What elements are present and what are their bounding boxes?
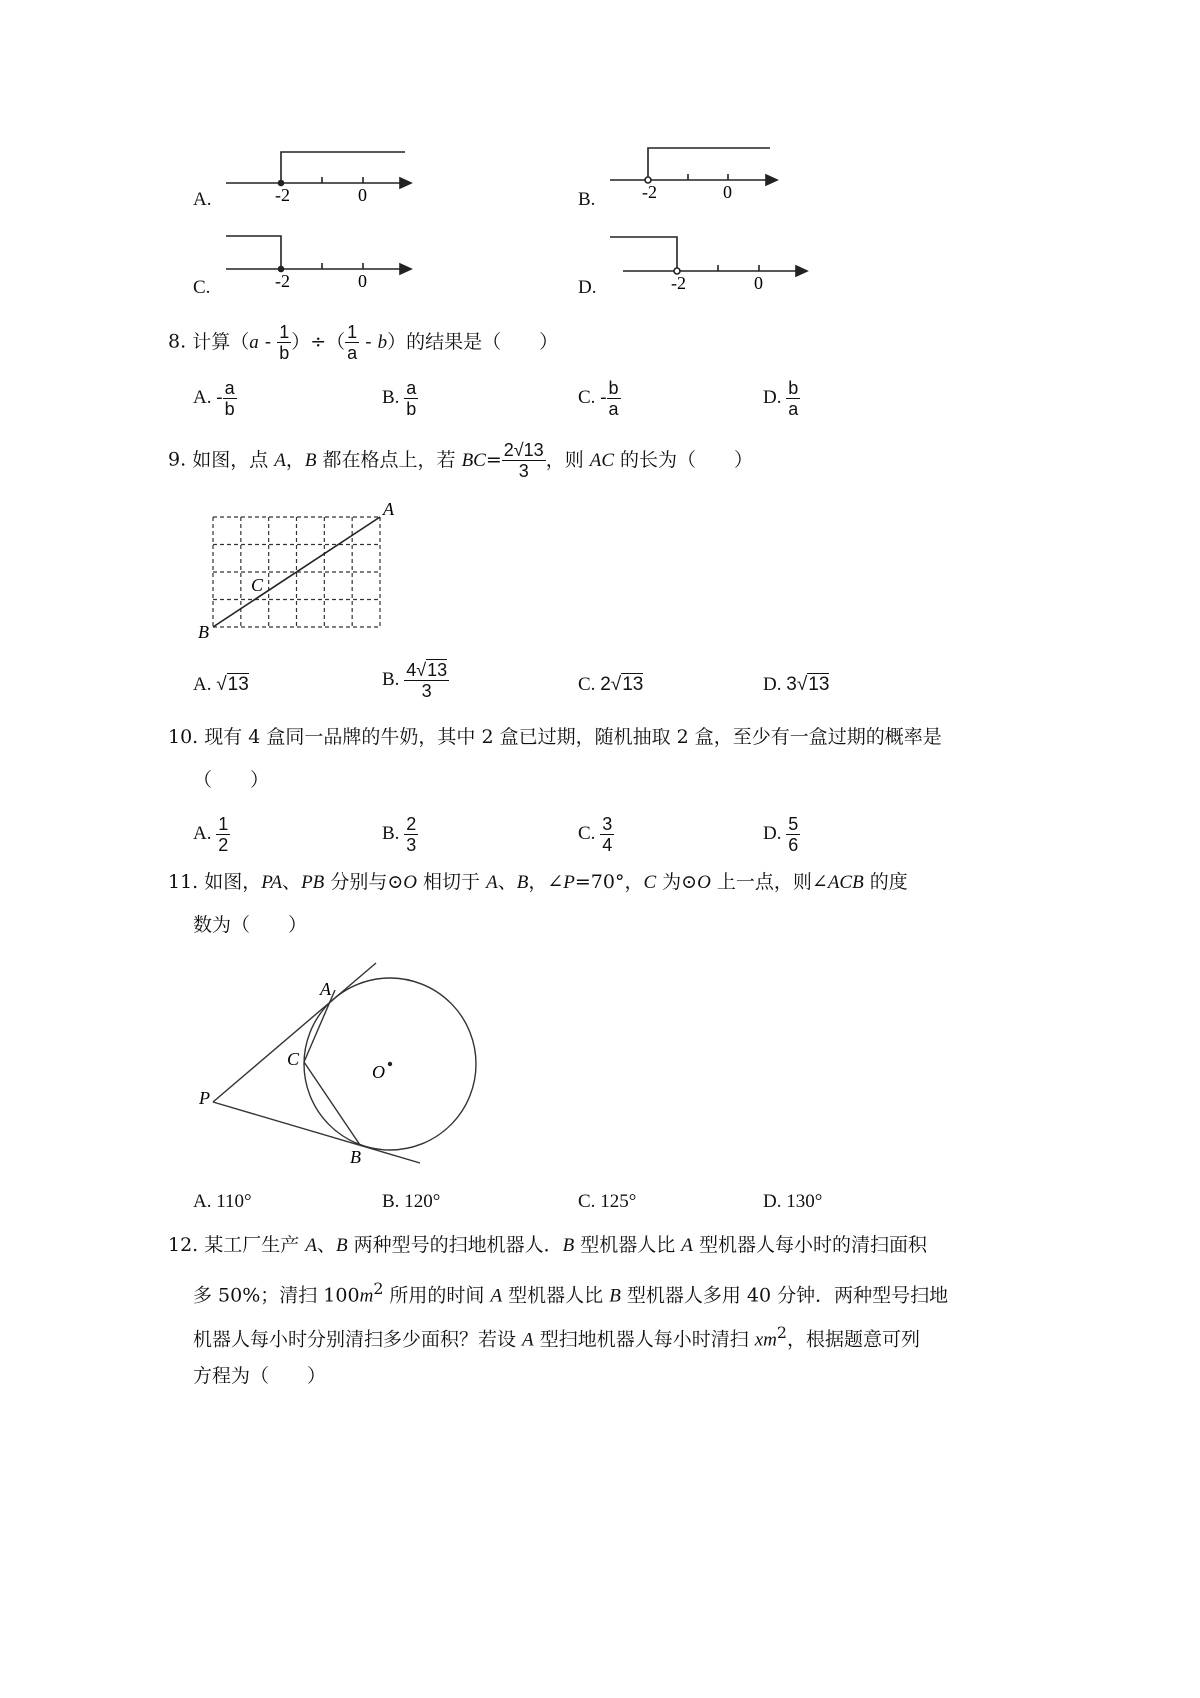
radicand: 13 [808,674,830,695]
text-segment: 的度 [863,871,908,893]
fraction: $\frac{1}{b}$ [279,322,290,363]
option-label: A. [193,822,212,844]
coefficient: 2 [600,674,611,695]
text-segment: B [335,1235,348,1256]
text-segment: 所用的时间 [383,1284,491,1307]
chord-cb [304,1062,360,1145]
option-label: C. [578,822,596,844]
text-segment: 两种型号的扫地机器人． [347,1234,563,1256]
option-label: B. [382,822,400,844]
q7-option-d-label: D. [578,277,597,298]
text-segment: O [697,872,711,893]
tangent-pa [213,963,376,1102]
tick-label: 0 [358,271,367,291]
denominator: 3 [406,835,417,855]
text-segment: =70°， [574,871,644,893]
q12-stem [168,1233,927,1258]
text-segment: 、 [282,871,302,893]
superscript: 2 [776,1323,787,1342]
option-value: 120° [404,1191,441,1212]
center-dot [388,1062,392,1066]
text-segment: A [274,449,286,471]
sign: - [216,386,223,408]
text-segment: 如图，点 [192,448,275,471]
tick-label: 0 [723,182,732,202]
numerator: 3 [602,814,613,834]
option-label: A. [193,674,212,695]
point-label-p: P [199,1088,210,1108]
text-segment: 型机器人比 [574,1234,682,1256]
point-label-c: C [251,575,264,595]
option-value: 110° [216,1191,252,1212]
text-segment: PB [301,872,325,893]
text-segment: 型机器人比 [502,1284,610,1307]
tick-label: 0 [754,273,763,293]
text-segment: 如图， [204,871,262,893]
text-segment: O [403,872,417,893]
radicand: 13 [227,674,249,695]
q12-stem-line2 [193,1277,948,1308]
option-label: A. [193,1191,212,1212]
text-segment: A [522,1329,534,1351]
question-number: 9. [168,448,187,471]
q7-option-c-label: C. [193,277,211,298]
q12-stem-line3 [193,1321,920,1352]
denominator: a [788,399,799,419]
text-segment: ， [285,448,305,471]
text-segment: m [359,1285,374,1307]
tick-label: -2 [671,273,686,293]
text-segment: P [563,872,575,893]
point-label-a: A [320,979,331,999]
text-segment: ）的结果是（ ） [387,330,559,353]
option-label: A. [193,386,212,408]
fraction: $\frac{1}{a}$ [347,322,358,363]
numerator: 5 [788,814,799,834]
numerator: 2 [406,814,417,834]
text-segment: ，∠ [528,871,564,893]
question-number: 12. [168,1234,199,1256]
numerator: a [224,378,235,398]
text-segment: 多 50%；清扫 100 [193,1284,360,1307]
tangent-pb [213,1102,420,1163]
option-label: D. [763,822,782,844]
fraction: $\frac{2√13}{3}$ [503,440,544,481]
text-segment: 某工厂生产 [204,1234,306,1256]
denominator: 4 [602,835,613,855]
denominator: 3 [421,681,432,701]
point-label-o: O [372,1062,385,1082]
superscript: 2 [373,1279,384,1298]
radicand: 13 [622,674,644,695]
radical: 2√13 [600,674,644,695]
numerator: 1 [218,814,229,834]
radical: 3√13 [786,674,830,695]
text-segment: A [681,1235,693,1256]
q11-option-b[interactable] [382,1190,440,1214]
coefficient: 4 [406,660,417,680]
q11-option-a[interactable] [193,1190,252,1214]
tick-label: -2 [275,271,290,291]
text-segment: 相切于 [416,871,487,893]
option-label: B. [382,1191,400,1212]
option-label: C. [578,386,596,408]
point-label-b: B [350,1147,361,1167]
denominator: b [224,399,235,419]
text-segment: AC [589,449,615,471]
numerator: b [608,378,619,398]
text-segment: BC [461,449,486,471]
numerator: a [406,378,417,398]
numerator: b [788,378,799,398]
q12-stem-line4: 方程为（ ） [193,1365,327,1387]
radical: √13 [216,674,249,695]
point-label-b: B [198,622,209,642]
numerator: 4√13 [406,660,448,680]
coefficient: 3 [786,674,797,695]
denominator: a [608,399,619,419]
option-label: D. [763,386,782,408]
option-value: 130° [786,1191,823,1212]
text-segment: 都在格点上，若 [316,448,462,471]
text-segment: xm [754,1329,777,1351]
text-segment: 、 [316,1234,336,1256]
q10-stem-text: 现有 4 盒同一品牌的牛奶，其中 2 盒已过期，随机抽取 2 盒，至少有一盒过期的概率是 [204,726,942,748]
point-label-c: C [287,1049,300,1069]
question-number: 10. [168,726,199,748]
text-segment: 计算（ [192,330,250,353]
q7-option-a-label: A. [193,189,212,210]
text-segment: 型机器人多用 40 分钟．两种型号扫地 [620,1284,949,1307]
text-segment: A [486,872,498,893]
text-segment: ，则 [545,448,590,471]
text-segment: C [643,872,657,893]
text-segment: 机器人每小时分别清扫多少面积？若设 [193,1328,523,1351]
question-number: 8. [168,330,187,353]
text-segment: PA [261,872,283,893]
text-segment: 为⊙ [656,871,698,893]
option-label: C. [578,1191,596,1212]
option-label: B. [382,668,400,690]
text-segment: 上一点，则∠ [710,871,828,893]
text-segment: 、 [497,871,517,893]
point-label-a: A [383,499,394,519]
tick-label: -2 [275,185,290,205]
text-segment: B [609,1285,621,1307]
q11-stem-line2: 数为（ ） [193,914,308,936]
text-segment: b [377,331,388,353]
q7-option-b-label: B. [578,189,596,210]
text-segment: A [490,1285,503,1307]
option-label: D. [763,674,782,695]
chord-ac [304,990,335,1062]
tick-label: -2 [642,182,657,202]
q11-option-d[interactable] [763,1190,822,1214]
text-segment: 的长为（ ） [614,448,754,471]
denominator: b [406,399,417,419]
question-number: 11. [168,871,199,893]
q12-stem-text [204,1234,927,1256]
denominator: 2 [218,835,229,855]
option-label: B. [382,386,400,408]
text-segment: B [516,872,529,893]
q11-option-c[interactable] [578,1190,636,1214]
text-segment: A [305,1235,317,1256]
q10-stem-line2: （ ） [193,769,270,791]
sign: - [600,386,607,408]
text-segment: ）÷（ [291,330,346,353]
text-segment: a [249,331,259,353]
text-segment: 型扫地机器人每小时清扫 [533,1328,755,1351]
text-segment: B [304,449,317,471]
text-segment: = [485,448,502,471]
text-segment: - [258,330,278,353]
option-label: D. [763,1191,782,1212]
text-segment: ，根据题意可列 [786,1328,920,1351]
radicand: 13 [427,660,448,680]
text-segment: 型机器人每小时的清扫面积 [692,1234,927,1256]
tick-label: 0 [358,185,367,205]
option-value: 125° [600,1191,637,1212]
denominator: 6 [788,835,799,855]
text-segment: 分别与⊙ [324,871,404,893]
text-segment: ACB [827,872,864,893]
text-segment: B [562,1235,575,1256]
text-segment: - [359,330,378,353]
option-label: C. [578,674,596,695]
